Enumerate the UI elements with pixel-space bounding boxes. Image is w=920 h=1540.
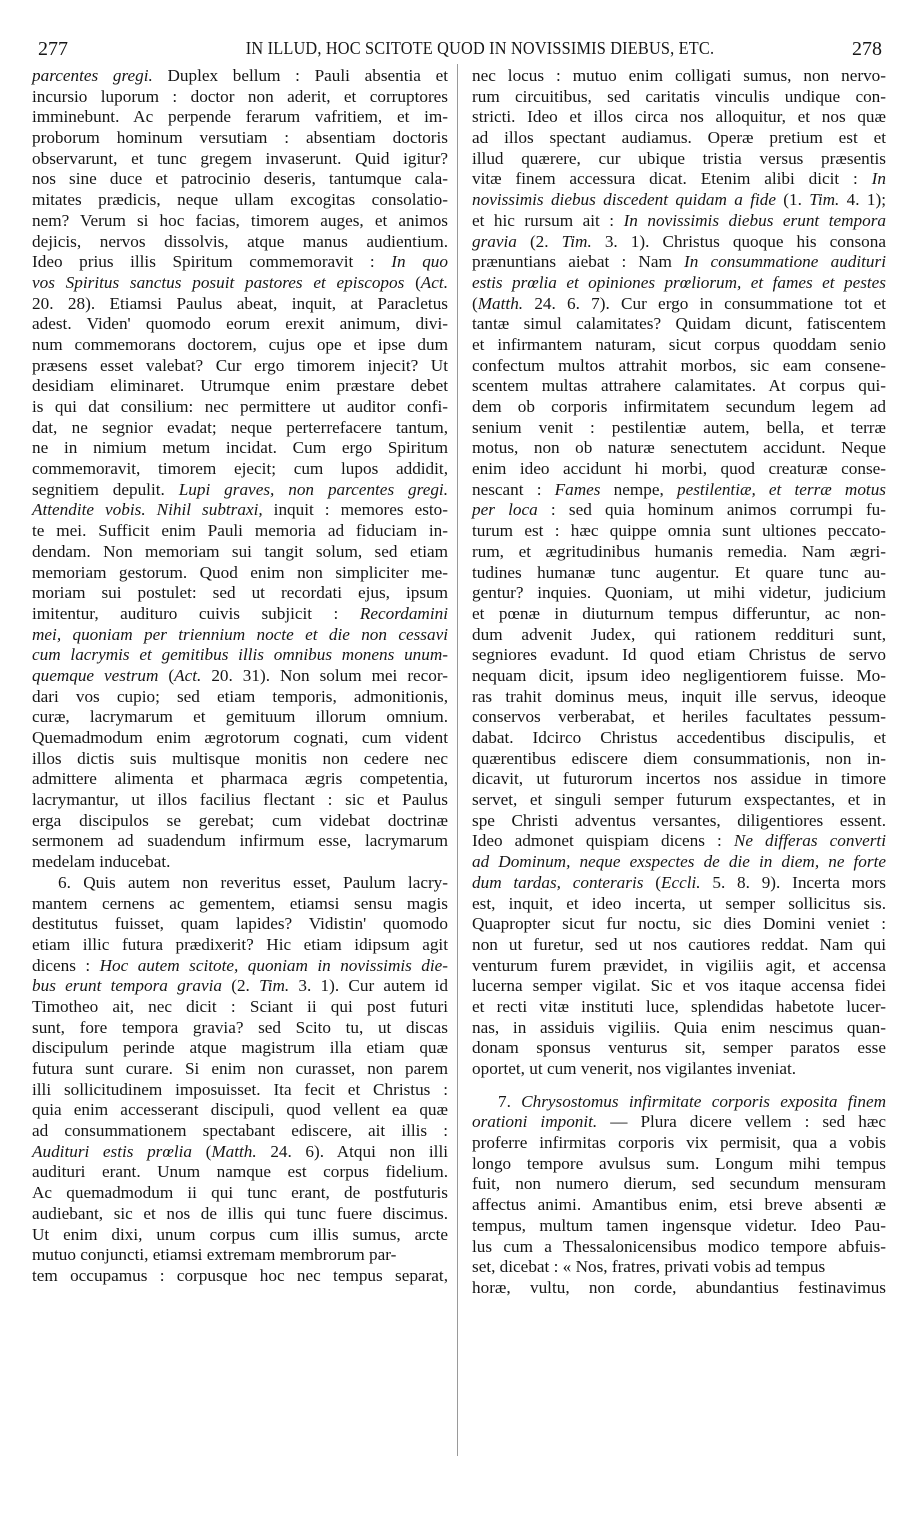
text-run: adest. Viden' quomodo eorum erexit animum, divi- xyxy=(32,314,448,334)
text-run: et recti vitæ instituti luce, splendidas habetote lucer- xyxy=(472,996,886,1016)
text-line xyxy=(32,1080,448,1101)
italic-run: Recordamini xyxy=(359,603,448,623)
text-line xyxy=(32,190,448,211)
text-run: senium venit : pestilentiæ autem, bella, et terræ xyxy=(472,417,886,437)
text-run: longo tempore avulsus sum. Longum mihi tempus xyxy=(472,1153,886,1173)
italic-run: Hoc autem scitote, quoniam in novissimis die- xyxy=(99,955,449,975)
text-line xyxy=(32,749,448,770)
text-line xyxy=(32,873,448,894)
text-run: illud quærere, cur ubique tristia versus præsentis xyxy=(472,148,886,168)
italic-run: ad Dominum, neque exspectes de die in diem, ne forte xyxy=(472,852,886,872)
text-line xyxy=(472,314,886,335)
italic-run: In xyxy=(871,169,886,189)
text-run: et pœnæ in diuturnum tempus differuntur, ac non- xyxy=(472,603,886,623)
text-run: lacrymantur, ut illos facilius flectant : sic et Paulus xyxy=(32,790,448,810)
text-run: is qui dat consilium: nec permittere ut auditor confi- xyxy=(32,397,448,416)
text-line xyxy=(472,935,886,956)
text-line xyxy=(472,356,886,377)
text-run: dabat. Idcirco Christus accedentibus discipulis, et xyxy=(472,728,886,747)
text-run: stricti. Ideo et illos circa nos alloquitur, et nos quæ xyxy=(472,107,886,127)
text-line xyxy=(32,521,448,542)
text-line xyxy=(472,376,886,397)
text-run: Ac quemadmodum ii qui tunc erant, de postfuturis xyxy=(32,1183,448,1203)
text-run: est, inquit, et ideo incerta, ut semper sollicitus sis. xyxy=(472,893,886,913)
text-line xyxy=(472,831,886,852)
text-line xyxy=(472,997,886,1018)
text-line xyxy=(472,252,886,273)
text-run: imitentur, audituro cuivis subjicit : xyxy=(32,603,360,623)
text-run: vitæ finem accessura dicat. Etenim alibi dicit : xyxy=(472,169,872,189)
italic-run: per loca xyxy=(472,500,538,520)
text-run: destitutus fuisset, quam lapides? Vidistin' quomodo xyxy=(32,914,448,934)
text-line xyxy=(32,542,448,563)
text-line xyxy=(32,438,448,459)
italic-run: mei, quoniam per triennium nocte et die non cessavi xyxy=(32,624,448,644)
text-run: nas, in assiduis vigiliis. Quia enim nescimus quan- xyxy=(472,1017,886,1037)
page-number-left: 277 xyxy=(38,38,68,60)
text-line xyxy=(472,790,886,811)
italic-run: In novissimis diebus erunt tempora xyxy=(623,210,886,230)
text-run: num commemorans doctorem, cujus ope et ipse dum xyxy=(32,334,448,354)
text-run: nec locus : mutuo enim colligati sumus, non nervo- xyxy=(472,66,886,85)
page-number-right: 278 xyxy=(852,38,882,60)
text-line xyxy=(472,418,886,439)
text-line xyxy=(32,956,448,977)
text-line xyxy=(472,500,886,521)
italic-run: Fames xyxy=(554,479,601,499)
text-line xyxy=(472,1278,886,1299)
text-run: quia enim accesserant discipuli, quod vellent ea quæ xyxy=(32,1100,448,1120)
text-run: 3. 1). Christus quoque his consona xyxy=(591,231,886,251)
text-line xyxy=(472,811,886,832)
text-line xyxy=(32,294,448,315)
text-line xyxy=(32,169,448,190)
italic-run: Act. xyxy=(174,665,202,685)
text-line xyxy=(472,687,886,708)
text-run: tantæ simul calamitates? Quidam dicunt, fatiscentem xyxy=(472,314,886,334)
text-line xyxy=(472,1216,886,1237)
text-line xyxy=(472,645,886,666)
text-run: ( xyxy=(472,293,478,313)
text-run: prænuntians aiebat : Nam xyxy=(472,252,685,272)
text-line xyxy=(32,66,448,87)
text-line xyxy=(32,1142,448,1163)
italic-run: Matth. xyxy=(477,293,524,313)
text-run: Quemadmodum enim ægrotorum cognati, cum vident xyxy=(32,728,448,747)
text-line xyxy=(472,190,886,211)
text-line xyxy=(472,769,886,790)
text-line xyxy=(32,645,448,666)
text-run: incursio luporum : doctor non aderit, et corruptores xyxy=(32,86,448,106)
text-line xyxy=(472,335,886,356)
text-run: fuit, non numero dierum, sed secundum mensuram xyxy=(472,1174,886,1194)
text-run: ad consummationem spectabant ediscere, ait illis : xyxy=(32,1121,448,1141)
text-run: 4. 1); xyxy=(839,190,886,210)
text-run: discipulum perinde atque magistrum illa etiam quæ xyxy=(32,1038,448,1058)
text-line xyxy=(32,583,448,604)
text-run: rum circuitibus, sed caritatis vinculis undique con- xyxy=(472,86,886,106)
text-line xyxy=(32,728,448,749)
text-line xyxy=(472,232,886,253)
text-line xyxy=(32,1266,448,1287)
text-run: confectum multos attrahit morbos, sic eam consene- xyxy=(472,355,886,375)
text-run: et hic rursum ait : xyxy=(472,210,624,230)
text-line xyxy=(472,604,886,625)
text-line xyxy=(32,500,448,521)
text-run: 20. 31). Non solum mei recor- xyxy=(201,665,448,685)
text-line xyxy=(472,707,886,728)
text-line xyxy=(472,852,886,873)
left-text-column xyxy=(32,66,448,1287)
text-run: nos sine duce et patrocinio deseris, tantumque cala- xyxy=(32,169,448,189)
text-line xyxy=(472,87,886,108)
text-run: Quapropter sicut fur noctu, sic dies Domini veniet : xyxy=(472,914,886,934)
text-run: spe Christi adventus versantes, diligentiores essent. xyxy=(472,810,886,830)
text-line xyxy=(472,294,886,315)
text-run: sermonem ad suadendum infirmum esse, lacrymarum xyxy=(32,831,448,851)
text-line xyxy=(472,1154,886,1175)
italic-run: gravia xyxy=(472,231,517,251)
text-line xyxy=(32,914,448,935)
text-line xyxy=(32,935,448,956)
italic-run: novissimis diebus discedent quidam a fide xyxy=(472,190,776,210)
text-run: segnitiem depulit. xyxy=(32,479,179,499)
text-line xyxy=(32,87,448,108)
text-run: Ut enim dixi, unum corpus cum illis sumus, arcte xyxy=(32,1224,448,1244)
text-run: servet, et singuli semper futurum exspectantes, et in xyxy=(472,790,886,810)
text-run: segniores evadunt. Id quod etiam Christus de servo xyxy=(472,645,886,665)
text-run: tem occupamus : corpusque hoc nec tempus separat, xyxy=(32,1265,448,1285)
text-run: medelam inducebat. xyxy=(32,852,171,872)
text-line xyxy=(32,604,448,625)
text-run: mutuo conjuncti, etiamsi extremam membrorum par- xyxy=(32,1245,397,1265)
text-run: memoriam gestorum. Quod enim non simpliciter me- xyxy=(32,562,448,582)
text-run: turum est : hæc quippe omnia sunt ultiones peccato- xyxy=(472,521,886,541)
text-run: observarunt, et tunc gregem invaserunt. Quid igitur? xyxy=(32,148,448,168)
text-line xyxy=(32,459,448,480)
text-line xyxy=(472,728,886,749)
text-line xyxy=(32,625,448,646)
italic-run: pestilentiæ, et terræ motus xyxy=(676,479,886,499)
text-run: nescant : xyxy=(472,479,555,499)
text-line xyxy=(32,149,448,170)
text-run: audiebant, sic et nos de illis qui tunc fuere discimus. xyxy=(32,1203,448,1223)
text-line xyxy=(472,1018,886,1039)
italic-run: vos Spiritus sanctus posuit pastores et episcopos xyxy=(32,272,405,292)
text-line xyxy=(32,273,448,294)
text-run: illi sollicitudinem imposuisset. Ita fecit et Christus : xyxy=(32,1079,448,1099)
text-line xyxy=(32,252,448,273)
text-run: imminebunt. Ac perpende ferarum vafritiem, et im- xyxy=(32,107,448,127)
italic-run: estis prœlia et opiniones prœliorum, et fames et pestes xyxy=(472,272,886,292)
text-line xyxy=(32,790,448,811)
text-line xyxy=(32,107,448,128)
text-line xyxy=(472,1112,886,1133)
italic-run: bus erunt tempora gravia xyxy=(32,976,223,996)
text-line xyxy=(32,376,448,397)
italic-run: Attendite vobis. Nihil subtraxi, xyxy=(32,500,263,520)
text-run: (2. xyxy=(222,976,260,996)
text-run: nequam dicit, ipsum ideo negligentiorem fuisse. Mo- xyxy=(472,665,886,685)
text-line xyxy=(32,852,448,873)
text-line xyxy=(32,563,448,584)
text-run: Ideo admonet quispiam dicens : xyxy=(472,831,734,851)
italic-run: Chrysostomus infirmitate corporis exposita finem xyxy=(521,1091,886,1111)
text-run: 3. 1). Cur autem id xyxy=(289,976,448,996)
italic-run: orationi imponit. xyxy=(472,1112,598,1132)
italic-run: Ne differas converti xyxy=(733,831,886,851)
text-line xyxy=(32,707,448,728)
text-run: te mei. Sufficit enim Pauli memoria ad fiduciam in- xyxy=(32,521,448,541)
text-line xyxy=(32,1204,448,1225)
text-line xyxy=(472,438,886,459)
text-run: sunt, fore tempora gravia? sed Scito tu, ut discas xyxy=(32,1017,448,1037)
text-run: motus, non ob naturæ senectutem accidunt. Neque xyxy=(472,438,886,458)
text-line xyxy=(32,1225,448,1246)
text-run: 24. 6. 7). Cur ergo in consummatione tot et xyxy=(523,293,886,313)
text-run: Timotheo ait, nec dicit : Sciant ii qui post futuri xyxy=(32,996,448,1016)
text-line xyxy=(32,1162,448,1183)
text-run: dicavit, ut futurorum incertos nos assidue in timore xyxy=(472,769,886,789)
text-run: scentem multas attrahere calamitates. At corpus qui- xyxy=(472,376,886,396)
text-run: dem ob corporis infirmitatem secundum legem ad xyxy=(472,397,886,416)
text-run: non ut furetur, sed ut nos cautiores reddat. Nam qui xyxy=(472,934,886,954)
text-run: gentur? inquies. Quoniam, ut mihi videtur, judicium xyxy=(472,583,886,603)
italic-run: Act. xyxy=(420,272,448,292)
text-line xyxy=(472,128,886,149)
text-line xyxy=(32,894,448,915)
text-run: set, dicebat : « Nos, fratres, privati vobis ad tempus xyxy=(472,1257,826,1277)
text-run: venturum furem prævidet, in vigiliis agit, et accensa xyxy=(472,955,886,975)
text-line xyxy=(32,211,448,232)
italic-run: Audituri estis prœlia xyxy=(32,1141,192,1161)
text-run: admittere alimenta et pharmaca ægris competentia, xyxy=(32,769,448,789)
text-run: ( xyxy=(158,665,175,685)
text-run: Duplex bellum : Pauli absentia et xyxy=(152,66,448,85)
text-run: donam sponsus venturus sit, semper paratos esse xyxy=(472,1038,886,1058)
text-line xyxy=(32,314,448,335)
text-run: erga discipulos se gerebat; cum videbat doctrinæ xyxy=(32,810,448,830)
text-line xyxy=(32,1183,448,1204)
text-line xyxy=(472,521,886,542)
text-run: enim ideo accidunt hi morbi, quod creaturæ conse- xyxy=(472,459,886,479)
text-line xyxy=(32,128,448,149)
text-line xyxy=(32,232,448,253)
text-line xyxy=(472,894,886,915)
italic-run: Eccli. xyxy=(660,872,701,892)
text-line xyxy=(472,1174,886,1195)
text-line xyxy=(472,480,886,501)
text-run: 5. 8. 9). Incerta mors xyxy=(700,872,886,892)
text-run: moriam sui postulet: sed ut recordati ejus, ipsum xyxy=(32,583,448,603)
text-run: : sed quia hominum animos corrumpi fu- xyxy=(537,500,886,520)
text-line xyxy=(472,459,886,480)
text-run: inquit : memores esto- xyxy=(262,500,449,520)
italic-run: parcentes gregi. xyxy=(32,66,153,85)
text-run: ( xyxy=(191,1141,212,1161)
italic-run: In consummatione audituri xyxy=(684,252,886,272)
text-run: proborum hominum versutiam : absentiam doctoris xyxy=(32,128,448,148)
text-run: dejicis, nervos dissolvis, atque manus audientium. xyxy=(32,231,448,251)
italic-run: In quo xyxy=(391,252,448,272)
text-line xyxy=(472,1133,886,1154)
italic-run: Lupi graves, non parcentes gregi. xyxy=(178,479,448,499)
text-run: dendam. Non memoriam sui tangit solum, sed etiam xyxy=(32,541,448,561)
text-run: dari vos cupio; sed etiam temporis, admonitionis, xyxy=(32,686,448,706)
text-line xyxy=(32,397,448,418)
text-run: tudines humanæ tunc augentur. Et quare tunc au- xyxy=(472,562,886,582)
text-run: lus cum a Thessalonicensibus modico tempore abfuis- xyxy=(472,1236,886,1256)
text-line xyxy=(472,397,886,418)
text-run: illos dictis suis multisque monitis non cedere nec xyxy=(32,748,448,768)
text-line xyxy=(32,997,448,1018)
text-run: ras trahit dominus meus, inquit ille servus, ideoque xyxy=(472,686,886,706)
text-line xyxy=(32,1018,448,1039)
italic-run: Tim. xyxy=(809,190,840,210)
text-run: proferre infirmitas corporis vix permisit, qua a vobis xyxy=(472,1133,886,1153)
text-line xyxy=(32,480,448,501)
text-run: Ideo prius illis Spiritum commemoravit : xyxy=(32,252,392,272)
text-run: horæ, vultu, non corde, abundantius festinavimus xyxy=(472,1277,886,1297)
text-line xyxy=(472,542,886,563)
text-line xyxy=(32,1038,448,1059)
italic-run: Tim. xyxy=(259,976,290,996)
text-run: ad illos spectant audiamus. Operæ pretium est et xyxy=(472,128,886,148)
text-run: curæ, lacrymarum et gemituum illorum omnium. xyxy=(32,707,448,727)
italic-run: dum tardas, conteraris xyxy=(472,872,644,892)
text-run: dat, ne segnior evadat; neque perterrefacere tantum, xyxy=(32,417,448,437)
text-line xyxy=(472,1195,886,1216)
column-divider xyxy=(457,64,458,1456)
text-line xyxy=(472,956,886,977)
text-run: lucerna semper vigilat. Sic et vos itaque accensa fidei xyxy=(472,976,886,996)
text-line xyxy=(472,976,886,997)
running-header xyxy=(28,38,892,64)
text-line xyxy=(472,149,886,170)
text-run: etiam illic futura prædixerit? Hic etiam idipsum agit xyxy=(32,934,448,954)
text-run: 6. Quis autem non reveritus esset, Paulum lacry- xyxy=(58,872,448,892)
text-line xyxy=(472,563,886,584)
text-line xyxy=(472,749,886,770)
text-run: 24. 6). Atqui non illi xyxy=(256,1141,448,1161)
text-run: mitates prædicis, neque ullam excogitas consolatio- xyxy=(32,190,448,210)
text-run: (1. xyxy=(775,190,810,210)
text-run: ( xyxy=(643,872,661,892)
text-line xyxy=(32,1121,448,1142)
text-line xyxy=(32,1059,448,1080)
text-run: 20. 28). Etiamsi Paulus abeat, inquit, at Paracletus xyxy=(32,293,448,313)
text-line xyxy=(32,687,448,708)
text-run: (2. xyxy=(516,231,562,251)
text-run: ( xyxy=(404,272,421,292)
text-run: ne in nimium metum incidat. Cum ergo Spiritum xyxy=(32,438,448,458)
text-run: commemoravit, timorem ejecit; cum lupos addidit, xyxy=(32,459,448,479)
text-line xyxy=(472,107,886,128)
text-line xyxy=(472,666,886,687)
paragraph-gap xyxy=(472,1080,886,1092)
text-run: nempe, xyxy=(600,479,677,499)
text-line xyxy=(472,1237,886,1258)
text-run: oportet, ut cum venerit, nos vigilantes inveniat. xyxy=(472,1059,797,1078)
text-line xyxy=(472,1257,886,1278)
text-line xyxy=(472,1092,886,1113)
text-run: quærentibus ediscere diem consummationis, non in- xyxy=(472,748,886,768)
text-run: audituri erant. Unum namque est corpus fidelium. xyxy=(32,1162,448,1182)
text-run: mantem cernens ac gementem, etiamsi sensu magis xyxy=(32,893,448,913)
text-line xyxy=(472,873,886,894)
text-run: nem? Verum si hoc facias, timorem auges, et animos xyxy=(32,210,448,230)
text-run: præsens esset valebat? Cur ergo timorem injecit? Ut xyxy=(32,355,448,375)
text-run: tempus, multum tamen ingensque videtur. Ideo Pau- xyxy=(472,1215,886,1235)
text-line xyxy=(472,914,886,935)
right-text-column xyxy=(472,66,886,1299)
text-line xyxy=(472,66,886,87)
text-line xyxy=(472,583,886,604)
text-line xyxy=(472,169,886,190)
italic-run: quemque vestrum xyxy=(32,665,159,685)
italic-run: Matth. xyxy=(211,1141,257,1161)
text-run: et infirmantem naturam, sicut corpus quoddam senio xyxy=(472,334,886,354)
text-line xyxy=(32,831,448,852)
text-line xyxy=(32,1100,448,1121)
text-run: 7. xyxy=(498,1091,522,1111)
text-run: desidiam eliminaret. Utrumque enim præstare debet xyxy=(32,376,448,396)
text-line xyxy=(32,1245,448,1266)
italic-run: cum lacrymis et gemitibus illis omnibus monens unum- xyxy=(32,645,448,665)
text-line xyxy=(472,625,886,646)
text-line xyxy=(472,1059,886,1080)
text-line xyxy=(32,976,448,997)
running-title: IN ILLUD, HOC SCITOTE QUOD IN NOVISSIMIS DIEBUS, ETC. xyxy=(245,38,715,58)
text-run: affectus animi. Amantibus enim, etsi breve absenti æ xyxy=(472,1195,886,1215)
text-line xyxy=(32,418,448,439)
text-line xyxy=(472,211,886,232)
text-run: rum, et ægritudinibus humanis remedia. Nam ægri- xyxy=(472,541,886,561)
text-line xyxy=(32,666,448,687)
text-run: futura sunt curare. Si enim non curasset, non parem xyxy=(32,1059,448,1078)
text-run: — Plura dicere vellem : sed hæc xyxy=(597,1112,886,1132)
text-run: conservos verberabat, et heriles facultates pessum- xyxy=(472,707,886,727)
text-line xyxy=(472,1038,886,1059)
text-line xyxy=(472,273,886,294)
italic-run: Tim. xyxy=(561,231,592,251)
text-run: dicens : xyxy=(32,955,100,975)
text-line xyxy=(32,811,448,832)
text-line xyxy=(32,356,448,377)
text-line xyxy=(32,335,448,356)
text-line xyxy=(32,769,448,790)
text-run: dum advenit Judex, qui rationem reddituri sunt, xyxy=(472,624,886,644)
